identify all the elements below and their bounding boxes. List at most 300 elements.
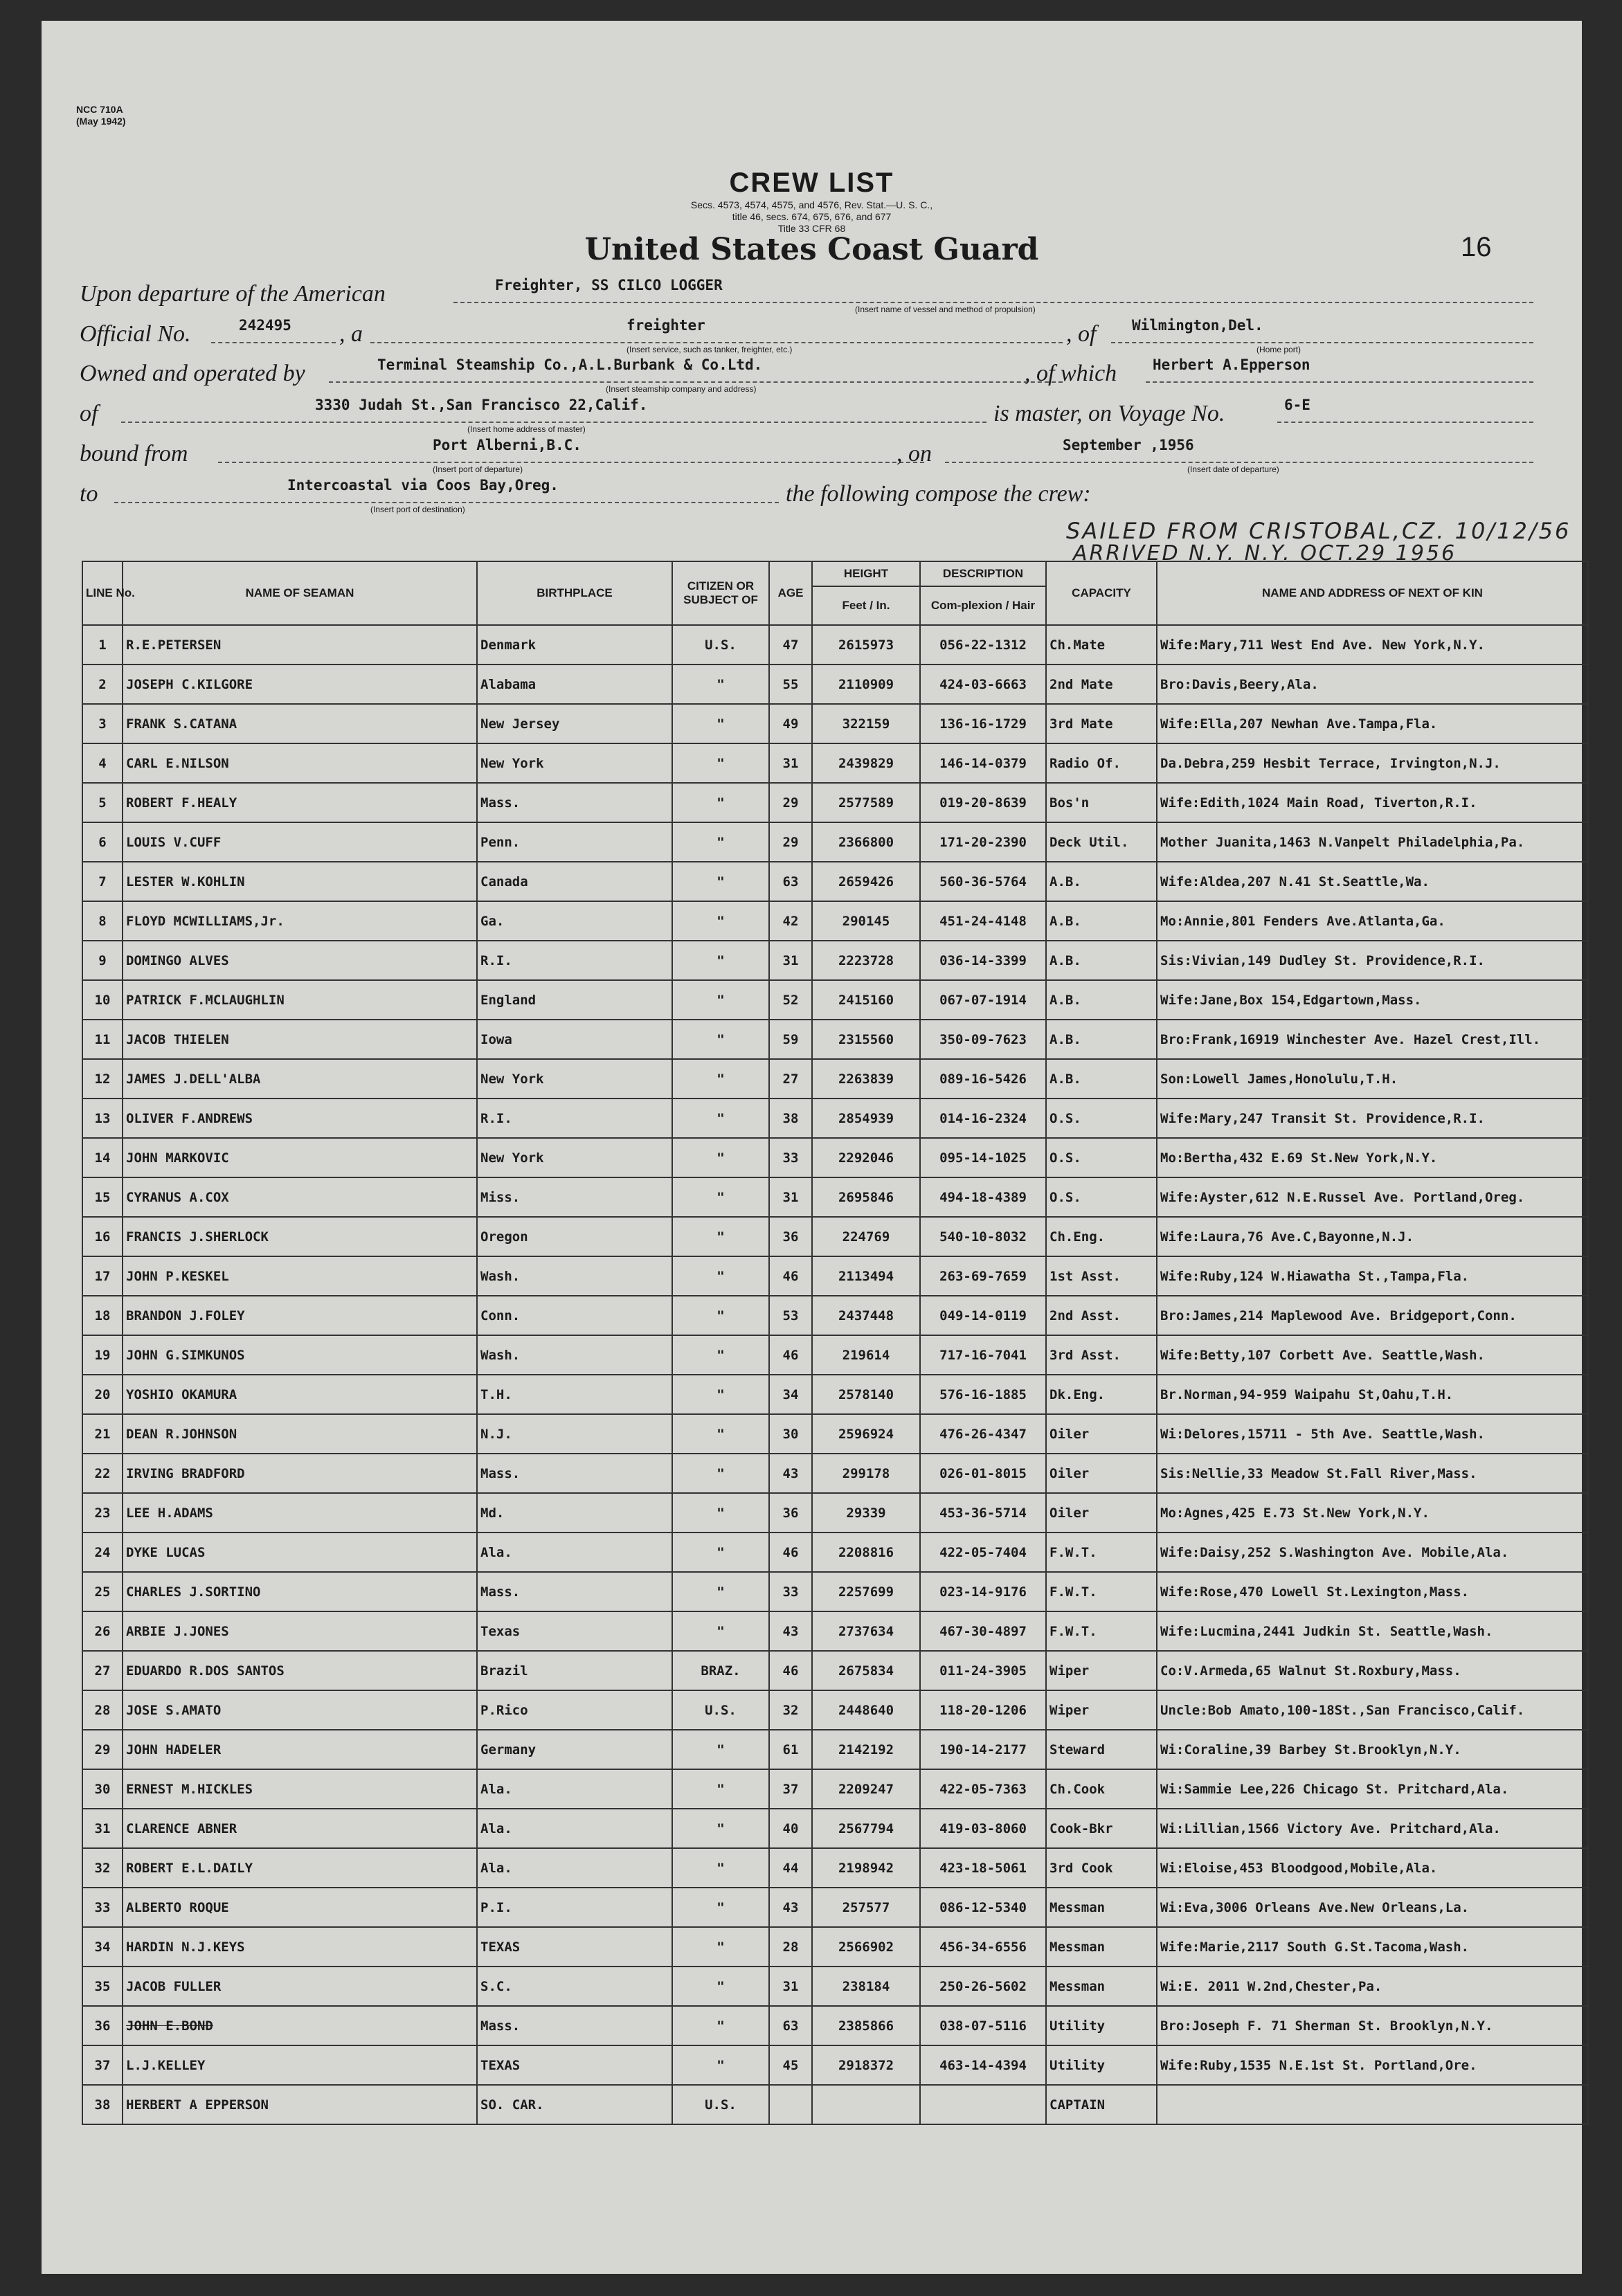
crew-cell-citizenship <box>672 1177 769 1217</box>
crew-cell-height-ref <box>812 2045 920 2085</box>
crew-cell-age <box>769 1927 812 1967</box>
crew-cell-capacity <box>1046 1848 1157 1888</box>
crew-cell-height-ref <box>812 625 920 665</box>
line-number-text: 31 <box>94 1820 111 1836</box>
crew-cell-birthplace <box>477 1651 672 1690</box>
next-of-kin-text: Wife:Rose,470 Lowell St.Lexington,Mass. <box>1160 1584 1470 1600</box>
crew-cell-description <box>920 1454 1046 1493</box>
statute-line-2: title 46, secs. 674, 675, 676, and 677 <box>732 211 892 222</box>
crew-cell-height-ref <box>812 1059 920 1099</box>
seaman-name-text: FRANK S.CATANA <box>126 716 237 732</box>
crew-cell-seaman-name <box>123 1375 477 1414</box>
crew-cell-next-of-kin <box>1157 901 1588 941</box>
crew-cell-line-number <box>82 1414 123 1454</box>
crew-cell-height-ref <box>812 1335 920 1375</box>
birthplace-text: SO. CAR. <box>480 2097 544 2113</box>
crew-cell-description <box>920 1177 1046 1217</box>
age-text: 46 <box>782 1268 799 1284</box>
crew-cell-citizenship <box>672 901 769 941</box>
crew-cell-age <box>769 1848 812 1888</box>
age-text: 31 <box>782 755 799 771</box>
age-text: 63 <box>782 874 799 889</box>
crew-cell-height-ref <box>812 1099 920 1138</box>
crew-cell-line-number <box>82 1611 123 1651</box>
crew-cell-citizenship <box>672 1848 769 1888</box>
crew-cell-capacity <box>1046 862 1157 901</box>
line-number-text: 33 <box>94 1899 111 1915</box>
description-text: 067-07-1914 <box>939 992 1027 1008</box>
form-date: (May 1942) <box>76 116 126 127</box>
crew-cell-capacity <box>1046 2085 1157 2124</box>
crew-row <box>82 1611 1588 1651</box>
birthplace-text: Iowa <box>480 1031 512 1047</box>
height-ref-text: 257577 <box>842 1899 890 1915</box>
next-of-kin-text: Sis:Vivian,149 Dudley St. Providence,R.I. <box>1160 952 1485 968</box>
age-text: 31 <box>782 952 799 968</box>
birthplace-text: Ala. <box>480 1820 512 1836</box>
description-text: 146-14-0379 <box>939 755 1027 771</box>
crew-cell-next-of-kin <box>1157 862 1588 901</box>
age-text: 46 <box>782 1544 799 1560</box>
next-of-kin-text: Wife:Ella,207 Newhan Ave.Tampa,Fla. <box>1160 716 1438 732</box>
crew-cell-line-number <box>82 1217 123 1256</box>
seaman-name-text: IRVING BRADFORD <box>126 1465 245 1481</box>
age-text: 32 <box>782 1702 799 1718</box>
birthplace-text: New Jersey <box>480 716 560 732</box>
crew-cell-line-number <box>82 665 123 704</box>
line-number-text: 9 <box>98 952 107 968</box>
crew-cell-citizenship <box>672 1335 769 1375</box>
crew-cell-next-of-kin <box>1157 1690 1588 1730</box>
home-port: Wilmington,Del. <box>1132 317 1263 334</box>
capacity-text: Ch.Cook <box>1049 1781 1106 1797</box>
crew-cell-height-ref <box>812 1533 920 1572</box>
crew-cell-birthplace <box>477 1020 672 1059</box>
age-text: 46 <box>782 1663 799 1679</box>
crew-cell-seaman-name <box>123 1651 477 1690</box>
crew-cell-age <box>769 1493 812 1533</box>
crew-cell-description <box>920 1256 1046 1296</box>
seaman-name-text: ROBERT F.HEALY <box>126 795 237 811</box>
crew-cell-capacity <box>1046 980 1157 1020</box>
height-ref-text: 2198942 <box>838 1860 894 1876</box>
col-name: NAME OF SEAMAN <box>123 561 477 625</box>
seaman-name-text: JAMES J.DELL'ALBA <box>126 1071 261 1087</box>
citizenship-text: " <box>717 1978 725 1994</box>
official-line <box>80 318 1533 352</box>
crew-cell-birthplace <box>477 1967 672 2006</box>
crew-cell-height-ref <box>812 1454 920 1493</box>
description-text: 038-07-5116 <box>939 2018 1027 2034</box>
crew-cell-next-of-kin <box>1157 1888 1588 1927</box>
citizenship-text: " <box>717 1860 725 1876</box>
crew-cell-height-ref <box>812 1848 920 1888</box>
birthplace-text: Canada <box>480 874 528 889</box>
capacity-text: Ch.Mate <box>1049 637 1106 653</box>
seaman-name-text: ERNEST M.HICKLES <box>126 1781 253 1797</box>
crew-cell-capacity <box>1046 1572 1157 1611</box>
crew-cell-height-ref <box>812 1296 920 1335</box>
crew-cell-birthplace <box>477 1611 672 1651</box>
height-ref-text: 2437448 <box>838 1308 894 1323</box>
statute-reference <box>42 199 1582 235</box>
crew-row <box>82 1020 1588 1059</box>
citizenship-text: BRAZ. <box>701 1663 741 1679</box>
next-of-kin-text: Wi:E. 2011 W.2nd,Chester,Pa. <box>1160 1978 1382 1994</box>
crew-cell-age <box>769 980 812 1020</box>
crew-cell-citizenship <box>672 1809 769 1848</box>
capacity-text: Bos'n <box>1049 795 1090 811</box>
crew-cell-capacity <box>1046 2045 1157 2085</box>
crew-cell-line-number <box>82 783 123 822</box>
crew-cell-birthplace <box>477 2085 672 2124</box>
crew-cell-citizenship <box>672 1572 769 1611</box>
line-number-text: 14 <box>94 1150 111 1166</box>
crew-cell-citizenship <box>672 1099 769 1138</box>
crew-cell-description <box>920 1611 1046 1651</box>
birthplace-text: N.J. <box>480 1426 512 1442</box>
crew-cell-seaman-name <box>123 901 477 941</box>
statute-line-3: Title 33 CFR 68 <box>777 223 846 234</box>
vessel-hint: (Insert name of vessel and method of propulsion) <box>855 305 1036 314</box>
birthplace-text: New York <box>480 1150 544 1166</box>
crew-cell-birthplace <box>477 1809 672 1848</box>
crew-cell-height-ref <box>812 1138 920 1177</box>
line-number-text: 17 <box>94 1268 111 1284</box>
crew-cell-age <box>769 1099 812 1138</box>
crew-cell-line-number <box>82 1927 123 1967</box>
line-number-text: 19 <box>94 1347 111 1363</box>
crew-cell-capacity <box>1046 1256 1157 1296</box>
crew-cell-description <box>920 704 1046 743</box>
crew-cell-capacity <box>1046 1967 1157 2006</box>
crew-cell-capacity <box>1046 1769 1157 1809</box>
crew-cell-citizenship <box>672 1769 769 1809</box>
crew-cell-capacity <box>1046 1138 1157 1177</box>
line-number-text: 32 <box>94 1860 111 1876</box>
next-of-kin-text: Uncle:Bob Amato,100-18St.,San Francisco,Calif. <box>1160 1702 1525 1718</box>
birthplace-text: Penn. <box>480 834 521 850</box>
crew-cell-capacity <box>1046 1059 1157 1099</box>
age-text: 29 <box>782 834 799 850</box>
description-text: 136-16-1729 <box>939 716 1027 732</box>
next-of-kin-text: Bro:Davis,Beery,Ala. <box>1160 676 1319 692</box>
crew-cell-seaman-name <box>123 2085 477 2124</box>
crew-cell-citizenship <box>672 2006 769 2045</box>
master-name: Herbert A.Epperson <box>1153 356 1310 373</box>
crew-cell-seaman-name <box>123 1730 477 1769</box>
crew-cell-birthplace <box>477 1454 672 1493</box>
description-text: 453-36-5714 <box>939 1505 1027 1521</box>
crew-cell-seaman-name <box>123 1611 477 1651</box>
crew-cell-next-of-kin <box>1157 941 1588 980</box>
seaman-name-text: JOHN HADELER <box>126 1742 222 1757</box>
crew-row <box>82 1493 1588 1533</box>
seaman-name-text: CHARLES J.SORTINO <box>126 1584 261 1600</box>
capacity-text: Oiler <box>1049 1505 1090 1521</box>
crew-cell-seaman-name <box>123 743 477 783</box>
col-description-sub: Com-plexion / Hair <box>920 586 1046 625</box>
seaman-name-text: HARDIN N.J.KEYS <box>126 1939 245 1955</box>
crew-cell-capacity <box>1046 1020 1157 1059</box>
seaman-name-text: CARL E.NILSON <box>126 755 229 771</box>
height-ref-text: 2439829 <box>838 755 894 771</box>
crew-cell-citizenship <box>672 1059 769 1099</box>
age-text: 36 <box>782 1229 799 1245</box>
description-text: 190-14-2177 <box>939 1742 1027 1757</box>
crew-cell-birthplace <box>477 1375 672 1414</box>
height-ref-text: 2385866 <box>838 2018 894 2034</box>
crew-cell-line-number <box>82 1848 123 1888</box>
citizenship-text: " <box>717 1781 725 1797</box>
age-text: 61 <box>782 1742 799 1757</box>
crew-cell-description <box>920 1730 1046 1769</box>
col-hair: Hair <box>1012 599 1036 612</box>
crew-cell-citizenship <box>672 1493 769 1533</box>
crew-cell-seaman-name <box>123 783 477 822</box>
next-of-kin-text: Co:V.Armeda,65 Walnut St.Roxbury,Mass. <box>1160 1663 1461 1679</box>
next-of-kin-text: Wi:Delores,15711 - 5th Ave. Seattle,Wash. <box>1160 1426 1485 1442</box>
height-ref-text: 2223728 <box>838 952 894 968</box>
crew-cell-citizenship <box>672 2085 769 2124</box>
line-number-text: 35 <box>94 1978 111 1994</box>
crew-cell-description <box>920 2006 1046 2045</box>
crew-cell-height-ref <box>812 941 920 980</box>
seaman-name-text: JOSE S.AMATO <box>126 1702 222 1718</box>
description-text: 422-05-7404 <box>939 1544 1027 1560</box>
crew-cell-seaman-name <box>123 1414 477 1454</box>
citizenship-text: " <box>717 992 725 1008</box>
crew-cell-seaman-name <box>123 1335 477 1375</box>
description-text: 419-03-8060 <box>939 1820 1027 1836</box>
next-of-kin-text: Wi:Lillian,1566 Victory Ave. Pritchard,Ala. <box>1160 1820 1501 1836</box>
crew-cell-capacity <box>1046 1651 1157 1690</box>
crew-cell-description <box>920 743 1046 783</box>
capacity-text: Dk.Eng. <box>1049 1386 1106 1402</box>
birthplace-text: New York <box>480 1071 544 1087</box>
capacity-text: Utility <box>1049 2018 1106 2034</box>
crew-cell-citizenship <box>672 1375 769 1414</box>
citizenship-text: " <box>717 1742 725 1757</box>
line-number-text: 5 <box>98 795 107 811</box>
seaman-name-text: CLARENCE ABNER <box>126 1820 237 1836</box>
crew-row <box>82 1375 1588 1414</box>
age-text: 55 <box>782 676 799 692</box>
crew-cell-capacity <box>1046 1493 1157 1533</box>
col-citizen: CITIZEN OR SUBJECT OF <box>672 561 769 625</box>
crew-cell-next-of-kin <box>1157 1454 1588 1493</box>
citizenship-text: " <box>717 755 725 771</box>
next-of-kin-text: Wife:Jane,Box 154,Edgartown,Mass. <box>1160 992 1422 1008</box>
capacity-text: 3rd Asst. <box>1049 1347 1121 1363</box>
crew-row <box>82 625 1588 665</box>
description-text: 023-14-9176 <box>939 1584 1027 1600</box>
crew-cell-age <box>769 1651 812 1690</box>
crew-cell-birthplace <box>477 2006 672 2045</box>
crew-cell-citizenship <box>672 1533 769 1572</box>
height-ref-text: 2918372 <box>838 2057 894 2073</box>
crew-row <box>82 1059 1588 1099</box>
vessel-name: Freighter, SS CILCO LOGGER <box>495 277 723 293</box>
crew-cell-height-ref <box>812 1020 920 1059</box>
birthplace-text: T.H. <box>480 1386 512 1402</box>
seaman-name-text: ALBERTO ROQUE <box>126 1899 229 1915</box>
crew-cell-birthplace <box>477 1217 672 1256</box>
next-of-kin-text: Wife:Aldea,207 N.41 St.Seattle,Wa. <box>1160 874 1430 889</box>
crew-cell-line-number <box>82 1138 123 1177</box>
line-number-text: 21 <box>94 1426 111 1442</box>
crew-rows <box>82 625 1588 2124</box>
description-text: 456-34-6556 <box>939 1939 1027 1955</box>
citizenship-text: " <box>717 2057 725 2073</box>
crew-cell-seaman-name <box>123 1967 477 2006</box>
col-age: AGE <box>769 561 812 625</box>
crew-cell-line-number <box>82 1454 123 1493</box>
age-text: 29 <box>782 795 799 811</box>
line-number-text: 12 <box>94 1071 111 1087</box>
description-text: 011-24-3905 <box>939 1663 1027 1679</box>
crew-cell-line-number <box>82 1690 123 1730</box>
crew-cell-seaman-name <box>123 1809 477 1848</box>
crew-cell-age <box>769 1730 812 1769</box>
crew-cell-height-ref <box>812 1730 920 1769</box>
birthplace-text: Mass. <box>480 1584 521 1600</box>
page-number: 16 <box>1461 232 1492 262</box>
line-number-text: 30 <box>94 1781 111 1797</box>
citizenship-text: " <box>717 1426 725 1442</box>
line-number-text: 37 <box>94 2057 111 2073</box>
destination-hint: (Insert port of destination) <box>370 505 465 514</box>
age-text: 44 <box>782 1860 799 1876</box>
crew-cell-age <box>769 1967 812 2006</box>
crew-row <box>82 1335 1588 1375</box>
crew-cell-height-ref <box>812 1651 920 1690</box>
crew-cell-birthplace <box>477 1690 672 1730</box>
crew-cell-line-number <box>82 743 123 783</box>
age-text: 47 <box>782 637 799 653</box>
crew-cell-seaman-name <box>123 1217 477 1256</box>
citizenship-text: " <box>717 834 725 850</box>
crew-cell-line-number <box>82 2085 123 2124</box>
crew-cell-capacity <box>1046 1217 1157 1256</box>
crew-cell-age <box>769 901 812 941</box>
birthplace-text: P.Rico <box>480 1702 528 1718</box>
crew-cell-age <box>769 1690 812 1730</box>
arrived-annotation: ARRIVED N.Y. N.Y. OCT.29 1956 <box>1073 541 1457 566</box>
crew-cell-height-ref <box>812 901 920 941</box>
crew-cell-citizenship <box>672 1690 769 1730</box>
age-text: 40 <box>782 1820 799 1836</box>
description-text: 350-09-7623 <box>939 1031 1027 1047</box>
crew-cell-birthplace <box>477 1256 672 1296</box>
crew-cell-description <box>920 941 1046 980</box>
crew-cell-citizenship <box>672 1651 769 1690</box>
crew-cell-age <box>769 1138 812 1177</box>
crew-cell-citizenship <box>672 704 769 743</box>
citizenship-text: U.S. <box>705 1702 737 1718</box>
agency-heading: United States Coast Guard <box>584 232 1039 267</box>
destination-line <box>80 478 1533 512</box>
age-text: 52 <box>782 992 799 1008</box>
crew-cell-seaman-name <box>123 625 477 665</box>
crew-row <box>82 704 1588 743</box>
crew-row <box>82 1296 1588 1335</box>
crew-cell-next-of-kin <box>1157 1927 1588 1967</box>
capacity-text: Messman <box>1049 1899 1106 1915</box>
seaman-name-text: JACOB FULLER <box>126 1978 222 1994</box>
birthplace-text: Ala. <box>480 1781 512 1797</box>
citizenship-text: " <box>717 1071 725 1087</box>
capacity-text: CAPTAIN <box>1049 2097 1106 2113</box>
crew-cell-line-number <box>82 1335 123 1375</box>
line-number-text: 28 <box>94 1702 111 1718</box>
crew-cell-description <box>920 1809 1046 1848</box>
crew-cell-next-of-kin <box>1157 1769 1588 1809</box>
citizenship-text: " <box>717 1031 725 1047</box>
crew-cell-height-ref <box>812 1611 920 1651</box>
next-of-kin-text: Wife:Edith,1024 Main Road, Tiverton,R.I. <box>1160 795 1477 811</box>
next-of-kin-text: Wife:Mary,711 West End Ave. New York,N.Y. <box>1160 637 1485 653</box>
citizenship-text: " <box>717 1939 725 1955</box>
citizenship-text: U.S. <box>705 2097 737 2113</box>
col-line: LINE No. <box>82 561 123 625</box>
crew-cell-birthplace <box>477 743 672 783</box>
crew-row <box>82 1927 1588 1967</box>
age-text: 59 <box>782 1031 799 1047</box>
age-text: 34 <box>782 1386 799 1402</box>
crew-cell-seaman-name <box>123 704 477 743</box>
crew-cell-capacity <box>1046 704 1157 743</box>
citizenship-text: " <box>717 676 725 692</box>
master-address-line <box>80 397 1533 434</box>
crew-cell-line-number <box>82 1296 123 1335</box>
description-text: 056-22-1312 <box>939 637 1027 653</box>
crew-cell-citizenship <box>672 1256 769 1296</box>
crew-cell-height-ref <box>812 980 920 1020</box>
crew-cell-seaman-name <box>123 1454 477 1493</box>
description-text: 089-16-5426 <box>939 1071 1027 1087</box>
sailed-annotation: SAILED FROM CRISTOBAL,CZ. 10/12/56 <box>1066 518 1571 544</box>
next-of-kin-text: Wife:Betty,107 Corbett Ave. Seattle,Wash. <box>1160 1347 1485 1363</box>
next-of-kin-text: Wife:Laura,76 Ave.C,Bayonne,N.J. <box>1160 1229 1414 1245</box>
line-number-text: 7 <box>98 874 107 889</box>
crew-cell-description <box>920 1967 1046 2006</box>
crew-cell-next-of-kin <box>1157 2045 1588 2085</box>
capacity-text: Wiper <box>1049 1663 1090 1679</box>
crew-cell-next-of-kin <box>1157 1256 1588 1296</box>
capacity-text: A.B. <box>1049 913 1081 929</box>
height-ref-text: 238184 <box>842 1978 890 1994</box>
birthplace-text: Ala. <box>480 1860 512 1876</box>
crew-cell-age <box>769 862 812 901</box>
service-type: freighter <box>627 317 705 334</box>
crew-cell-capacity <box>1046 1375 1157 1414</box>
crew-cell-seaman-name <box>123 1020 477 1059</box>
crew-cell-capacity <box>1046 1888 1157 1927</box>
capacity-text: Oiler <box>1049 1465 1090 1481</box>
crew-cell-age <box>769 783 812 822</box>
vessel-label: Upon departure of the American <box>80 281 386 307</box>
crew-cell-birthplace <box>477 941 672 980</box>
line-number-text: 29 <box>94 1742 111 1757</box>
crew-cell-capacity <box>1046 743 1157 783</box>
seaman-name-text: JOHN MARKOVIC <box>126 1150 229 1166</box>
crew-cell-height-ref <box>812 1769 920 1809</box>
capacity-text: A.B. <box>1049 992 1081 1008</box>
crew-cell-birthplace <box>477 1138 672 1177</box>
line-number-text: 24 <box>94 1544 111 1560</box>
height-ref-text: 2142192 <box>838 1742 894 1757</box>
